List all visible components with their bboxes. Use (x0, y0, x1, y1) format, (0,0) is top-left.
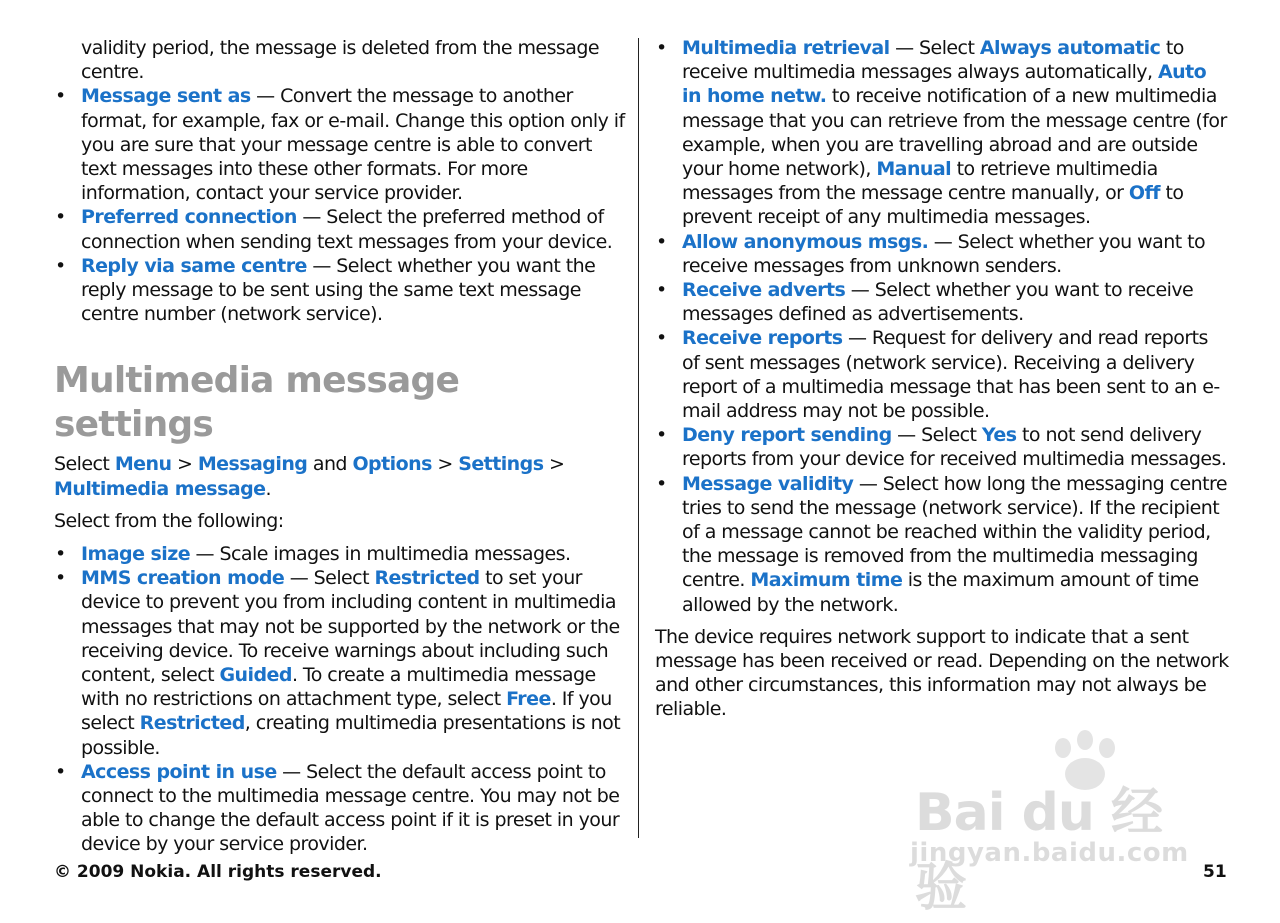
setting-description: to receive multimedia messages always automatically, (682, 37, 1184, 84)
closing-paragraph: The device requires network support to indicate that a sent message has been received or read. Depending on the network and other circumstances, this information may not always be reliable. (655, 625, 1229, 721)
option-keyword: Free (506, 688, 551, 711)
intro-continuation: validity period, the message is deleted from the message centre. (81, 37, 600, 84)
setting-description: to receive notification of a new multimedia message that you can retrieve from the message centre (for example, when you are travelling abroad and are outside your home network), (682, 85, 1227, 181)
setting-description: to prevent receipt of any multimedia messages. (682, 182, 1184, 229)
setting-keyword: Message sent as (81, 85, 251, 108)
setting-description: is the maximum amount of time allowed by the network. (682, 569, 1199, 616)
list-item (655, 36, 1230, 230)
option-keyword: Yes (981, 424, 1017, 447)
path-menu: Menu (114, 453, 172, 476)
setting-keyword: Image size (81, 543, 191, 566)
mms-settings-list (54, 542, 626, 857)
setting-description: to set your device to prevent you from including content in multimedia messages that may not be supported by the network or the receiving device. To receive warnings about including such content, select (81, 567, 620, 687)
list-item (54, 84, 626, 205)
list-item (54, 760, 626, 857)
setting-description: — Select whether you want the reply message to be sent using the same text message centre number (network service). (81, 254, 596, 326)
setting-description: — Select how long the messaging centre tries to send the message (network service). If the recipient of a message cannot be reached within the validity period, the message is removed from the multimedia messaging centre. (682, 472, 1227, 592)
option-keyword: Always automatic (979, 37, 1161, 59)
option-keyword: Restricted (374, 567, 480, 590)
option-keyword: Maximum time (750, 569, 903, 592)
option-keyword: Guided (219, 664, 292, 687)
setting-keyword: Access point in use (81, 760, 277, 783)
list-item (655, 326, 1230, 423)
setting-description: — Convert the message to another format, for example, fax or e-mail. Change this option only if you are sure that your message centre is able to convert text messages into these other formats. For more information, contact your service provider. (81, 85, 625, 205)
navigation-path (54, 452, 626, 500)
setting-description: — Select (891, 424, 982, 447)
setting-description: . To create a multimedia message with no restrictions on attachment type, select (81, 664, 596, 711)
setting-description: — Scale images in multimedia messages. (190, 543, 571, 566)
setting-keyword: Multimedia retrieval (682, 37, 890, 59)
paw-icon (1055, 738, 1071, 758)
path-text: Select (54, 453, 115, 476)
option-keyword: Manual (876, 158, 952, 181)
setting-description: — Select (284, 567, 375, 590)
list-item (54, 542, 626, 566)
setting-description: — Select whether you want to receive messages defined as advertisements. (682, 279, 1194, 326)
option-keyword: Auto in home netw. (682, 61, 1207, 108)
left-column (54, 36, 626, 857)
path-separator: > (171, 453, 198, 476)
path-options: Options (352, 453, 432, 476)
sms-settings-list (54, 84, 626, 326)
watermark-url: jingyan.baidu.com (910, 838, 1189, 868)
setting-description: — Select whether you want to receive messages from unknown senders. (682, 230, 1206, 277)
mms-settings-list-continued (655, 36, 1230, 617)
setting-description: to not send delivery reports from your device for received multimedia messages. (682, 424, 1227, 471)
list-item (54, 205, 626, 253)
list-item (54, 566, 626, 760)
baidu-watermark (905, 730, 1205, 918)
setting-description: — Request for delivery and read reports of sent messages (network service). Receiving a delivery report of a multimedia message that has been sent to an e-mail address may not be possible. (682, 327, 1220, 423)
setting-keyword: Allow anonymous msgs. (682, 230, 929, 253)
setting-keyword: Preferred connection (81, 206, 297, 229)
watermark-brand: Bai du 经验 (915, 783, 1162, 918)
setting-description: — Select the default access point to connect to the multimedia message centre. You may not be able to change the default access point if it is preset in your device by your service provider. (81, 760, 620, 856)
paw-icon (1099, 738, 1115, 758)
setting-description: — Select the preferred method of connection when sending text messages from your device. (81, 206, 613, 253)
list-item (54, 254, 626, 327)
setting-description: — Select (889, 37, 980, 59)
select-from-text: Select from the following: (54, 509, 284, 532)
setting-keyword: Receive adverts (682, 279, 846, 302)
list-item (655, 472, 1230, 617)
section-heading: Multimedia message settings (54, 360, 460, 446)
setting-keyword: Deny report sending (682, 424, 892, 447)
setting-description: . If you select (81, 688, 612, 735)
setting-description: , creating multimedia presentations is not possible. (81, 712, 621, 759)
path-text: . (265, 477, 271, 500)
path-text: and (307, 453, 353, 476)
copyright-notice: © 2009 Nokia. All rights reserved. (54, 862, 382, 882)
option-keyword: Off (1128, 182, 1160, 205)
list-item (655, 423, 1230, 471)
paw-icon (1077, 730, 1093, 750)
option-keyword: Restricted (139, 712, 245, 735)
setting-description: to retrieve multimedia messages from the message centre manually, or (682, 158, 1158, 205)
setting-keyword: MMS creation mode (81, 567, 285, 590)
list-item (655, 230, 1230, 278)
path-settings: Settings (458, 453, 544, 476)
path-separator: > (431, 453, 459, 476)
path-multimedia-message: Multimedia message (54, 477, 266, 500)
path-messaging: Messaging (197, 453, 308, 476)
setting-keyword: Reply via same centre (81, 254, 307, 277)
right-column (655, 36, 1230, 722)
setting-keyword: Message validity (682, 472, 854, 495)
column-divider (638, 38, 639, 838)
path-separator: > (543, 453, 565, 476)
page-number: 51 (1203, 862, 1227, 882)
setting-keyword: Receive reports (682, 327, 843, 350)
list-item (655, 278, 1230, 326)
